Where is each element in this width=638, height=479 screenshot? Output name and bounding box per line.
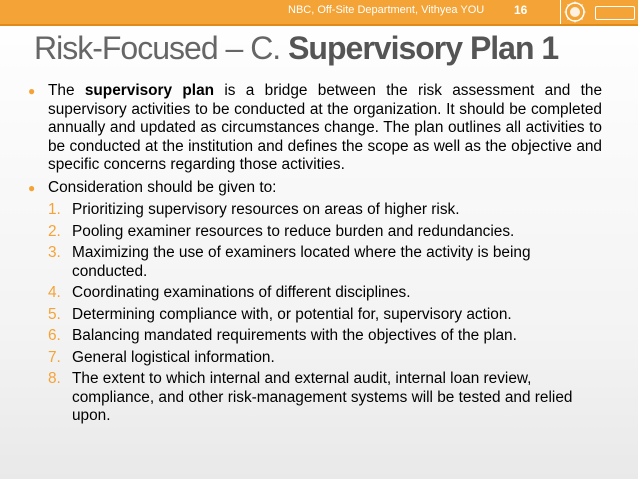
bullet-dot-icon: ●	[28, 84, 36, 98]
numbered-list	[28, 201, 602, 426]
list-item	[48, 201, 602, 220]
list-number: 1.	[48, 201, 61, 218]
title-bold: Supervisory Plan 1	[288, 30, 559, 66]
list-item-text: Determining compliance with, or potential for, supervisory action.	[72, 305, 512, 323]
header-text: NBC, Off-Site Department, Vithyea YOU	[288, 4, 485, 16]
list-item-text: The extent to which internal and external audit, internal loan review, compliance, and other risk-management systems will be tested and relied upon.	[72, 370, 573, 424]
bullet-text: Consideration should be given to:	[48, 178, 277, 196]
list-item	[48, 349, 602, 368]
list-number: 5.	[48, 305, 61, 323]
page-number: 16	[514, 3, 528, 17]
title-plain: Risk-Focused – C.	[34, 30, 289, 66]
bullet-dot-icon: ●	[28, 180, 36, 195]
list-item-text: Prioritizing supervisory resources on areas of higher risk.	[72, 201, 460, 218]
bullet-text-bold: supervisory plan	[84, 82, 215, 99]
bullet-text-post: is a bridge between the risk assessment and the supervisory activities to be conducted at the organization. It should be completed annually and updated as circumstances change. The plan outlines all activities to be conducted at the institution and defines the scope as well as the objective and specific concerns regarding those activities.	[48, 82, 603, 173]
list-item-text: Maximizing the use of examiners located where the activity is being conducted.	[72, 244, 531, 280]
list-number: 6.	[48, 327, 61, 344]
list-number: 2.	[48, 222, 61, 240]
bullet-supervisory-plan	[28, 82, 602, 175]
list-item-text: Balancing mandated requirements with the objectives of the plan.	[72, 327, 517, 344]
list-item	[48, 223, 602, 242]
list-item	[48, 327, 602, 346]
list-item	[48, 370, 602, 426]
list-item	[48, 306, 602, 325]
list-item-text: General logistical information.	[72, 348, 275, 366]
slide-body	[28, 82, 602, 426]
bank-seal-icon	[564, 1, 586, 23]
list-number: 8.	[48, 370, 61, 387]
list-item-text: Pooling examiner resources to reduce burden and redundancies.	[72, 222, 515, 240]
list-number: 3.	[48, 244, 61, 261]
header-divider	[560, 0, 561, 24]
list-number: 7.	[48, 348, 61, 366]
bullet-text-pre: The	[48, 82, 85, 99]
list-item	[48, 284, 602, 303]
watermark-badge	[595, 6, 635, 20]
list-item	[48, 244, 602, 281]
header-bar	[0, 0, 638, 26]
slide-title	[34, 30, 558, 67]
list-item-text: Coordinating examinations of different disciplines.	[72, 284, 411, 301]
list-number: 4.	[48, 284, 61, 301]
bullet-consideration	[28, 179, 602, 198]
